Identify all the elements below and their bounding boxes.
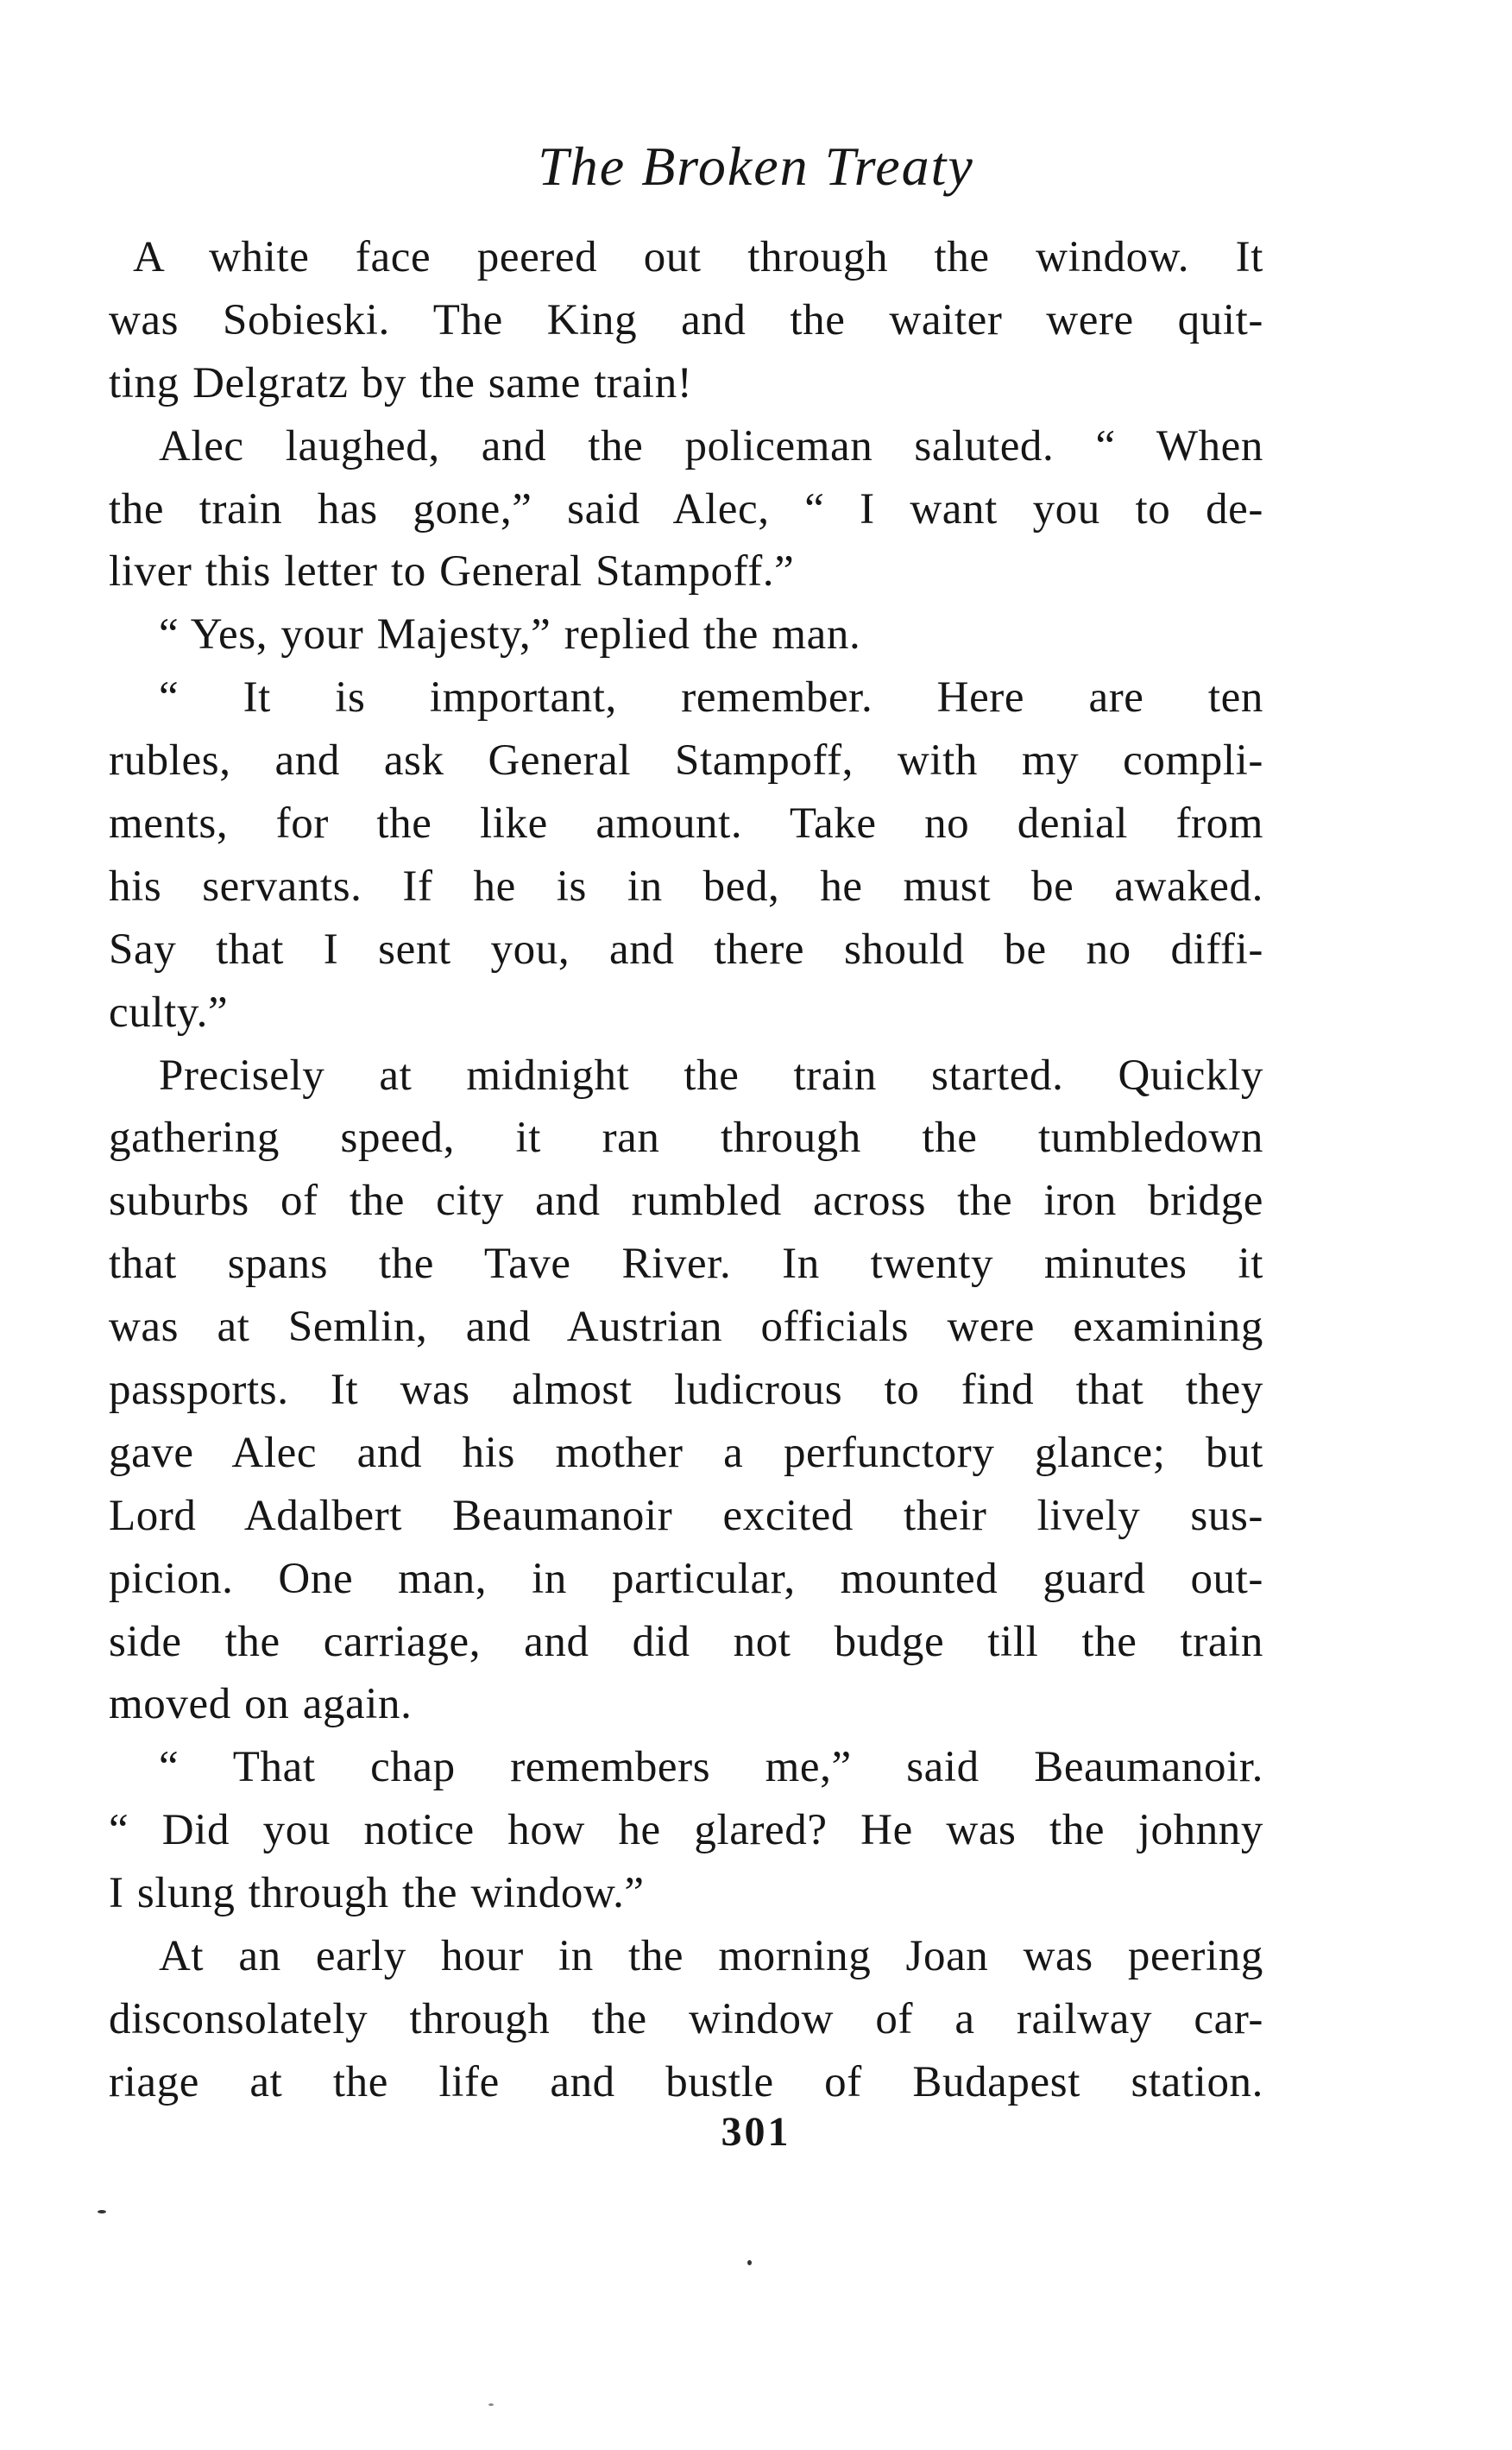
text-line: rubles, and ask General Stampoff, with my compli- <box>109 736 1263 786</box>
text-line: the train has gone,” said Alec, “ I want you to de- <box>109 484 1263 534</box>
paragraph <box>109 603 1263 666</box>
text-line: that spans the Tave River. In twenty minutes it <box>109 1240 1263 1289</box>
text-line: riage at the life and bustle of Budapest station. <box>109 2057 1263 2106</box>
scan-speck <box>747 2260 752 2265</box>
text-line: At an early hour in the morning Joan was peering <box>159 1932 1263 1981</box>
text-line: moved on again. <box>109 1680 413 1729</box>
text-line: his servants. If he is in bed, he must be awaked. <box>109 862 1263 911</box>
text-line: “ Yes, your Majesty,” replied the man. <box>159 610 861 660</box>
text-line: picion. One man, in particular, mounted guard out- <box>109 1554 1263 1603</box>
text-line: passports. It was almost ludicrous to find that they <box>109 1366 1263 1415</box>
text-line: was Sobieski. The King and the waiter were quit- <box>109 295 1263 344</box>
text-line: ments, for the like amount. Take no denial from <box>109 799 1263 849</box>
text-line: Alec laughed, and the policeman saluted. “ When <box>159 421 1263 470</box>
text-line: I slung through the window.” <box>109 1869 645 1918</box>
paragraph <box>109 1045 1263 1737</box>
paragraph <box>109 1925 1263 2114</box>
text-line: gave Alec and his mother a perfunctory glance; but <box>109 1428 1263 1477</box>
text-line: “ It is important, remember. Here are ten <box>159 673 1263 723</box>
text-line: ting Delgratz by the same train! <box>109 358 693 407</box>
scan-speck <box>488 2403 494 2406</box>
text-line: culty.” <box>109 988 229 1037</box>
paragraph <box>109 415 1263 604</box>
scan-speck <box>98 2210 106 2213</box>
running-head: The Broken Treaty <box>538 136 974 197</box>
text-line: side the carriage, and did not budge till the train <box>109 1617 1263 1666</box>
text-line: “ That chap remembers me,” said Beaumanoir. <box>159 1743 1263 1792</box>
text-line: liver this letter to General Stampoff.” <box>109 547 795 597</box>
text-line: suburbs of the city and rumbled across the iron bridge <box>109 1177 1263 1226</box>
text-line: Lord Adalbert Beaumanoir excited their lively sus- <box>109 1491 1263 1540</box>
text-line: gathering speed, it ran through the tumbledown <box>109 1114 1263 1163</box>
paragraph <box>109 666 1263 1044</box>
paragraph <box>109 1736 1263 1925</box>
text-line: Say that I sent you, and there should be no diffi- <box>109 925 1263 974</box>
text-line: was at Semlin, and Austrian officials were examining <box>109 1303 1263 1352</box>
text-line: “ Did you notice how he glared? He was the johnny <box>109 1806 1263 1855</box>
paragraph <box>109 226 1263 415</box>
body-text <box>109 226 1263 2114</box>
page-number: 301 <box>721 2109 791 2155</box>
text-line: A white face peered out through the window. It <box>133 233 1263 281</box>
text-line: Precisely at midnight the train started. Quickly <box>159 1051 1263 1100</box>
text-line: disconsolately through the window of a railway car- <box>109 1994 1263 2043</box>
